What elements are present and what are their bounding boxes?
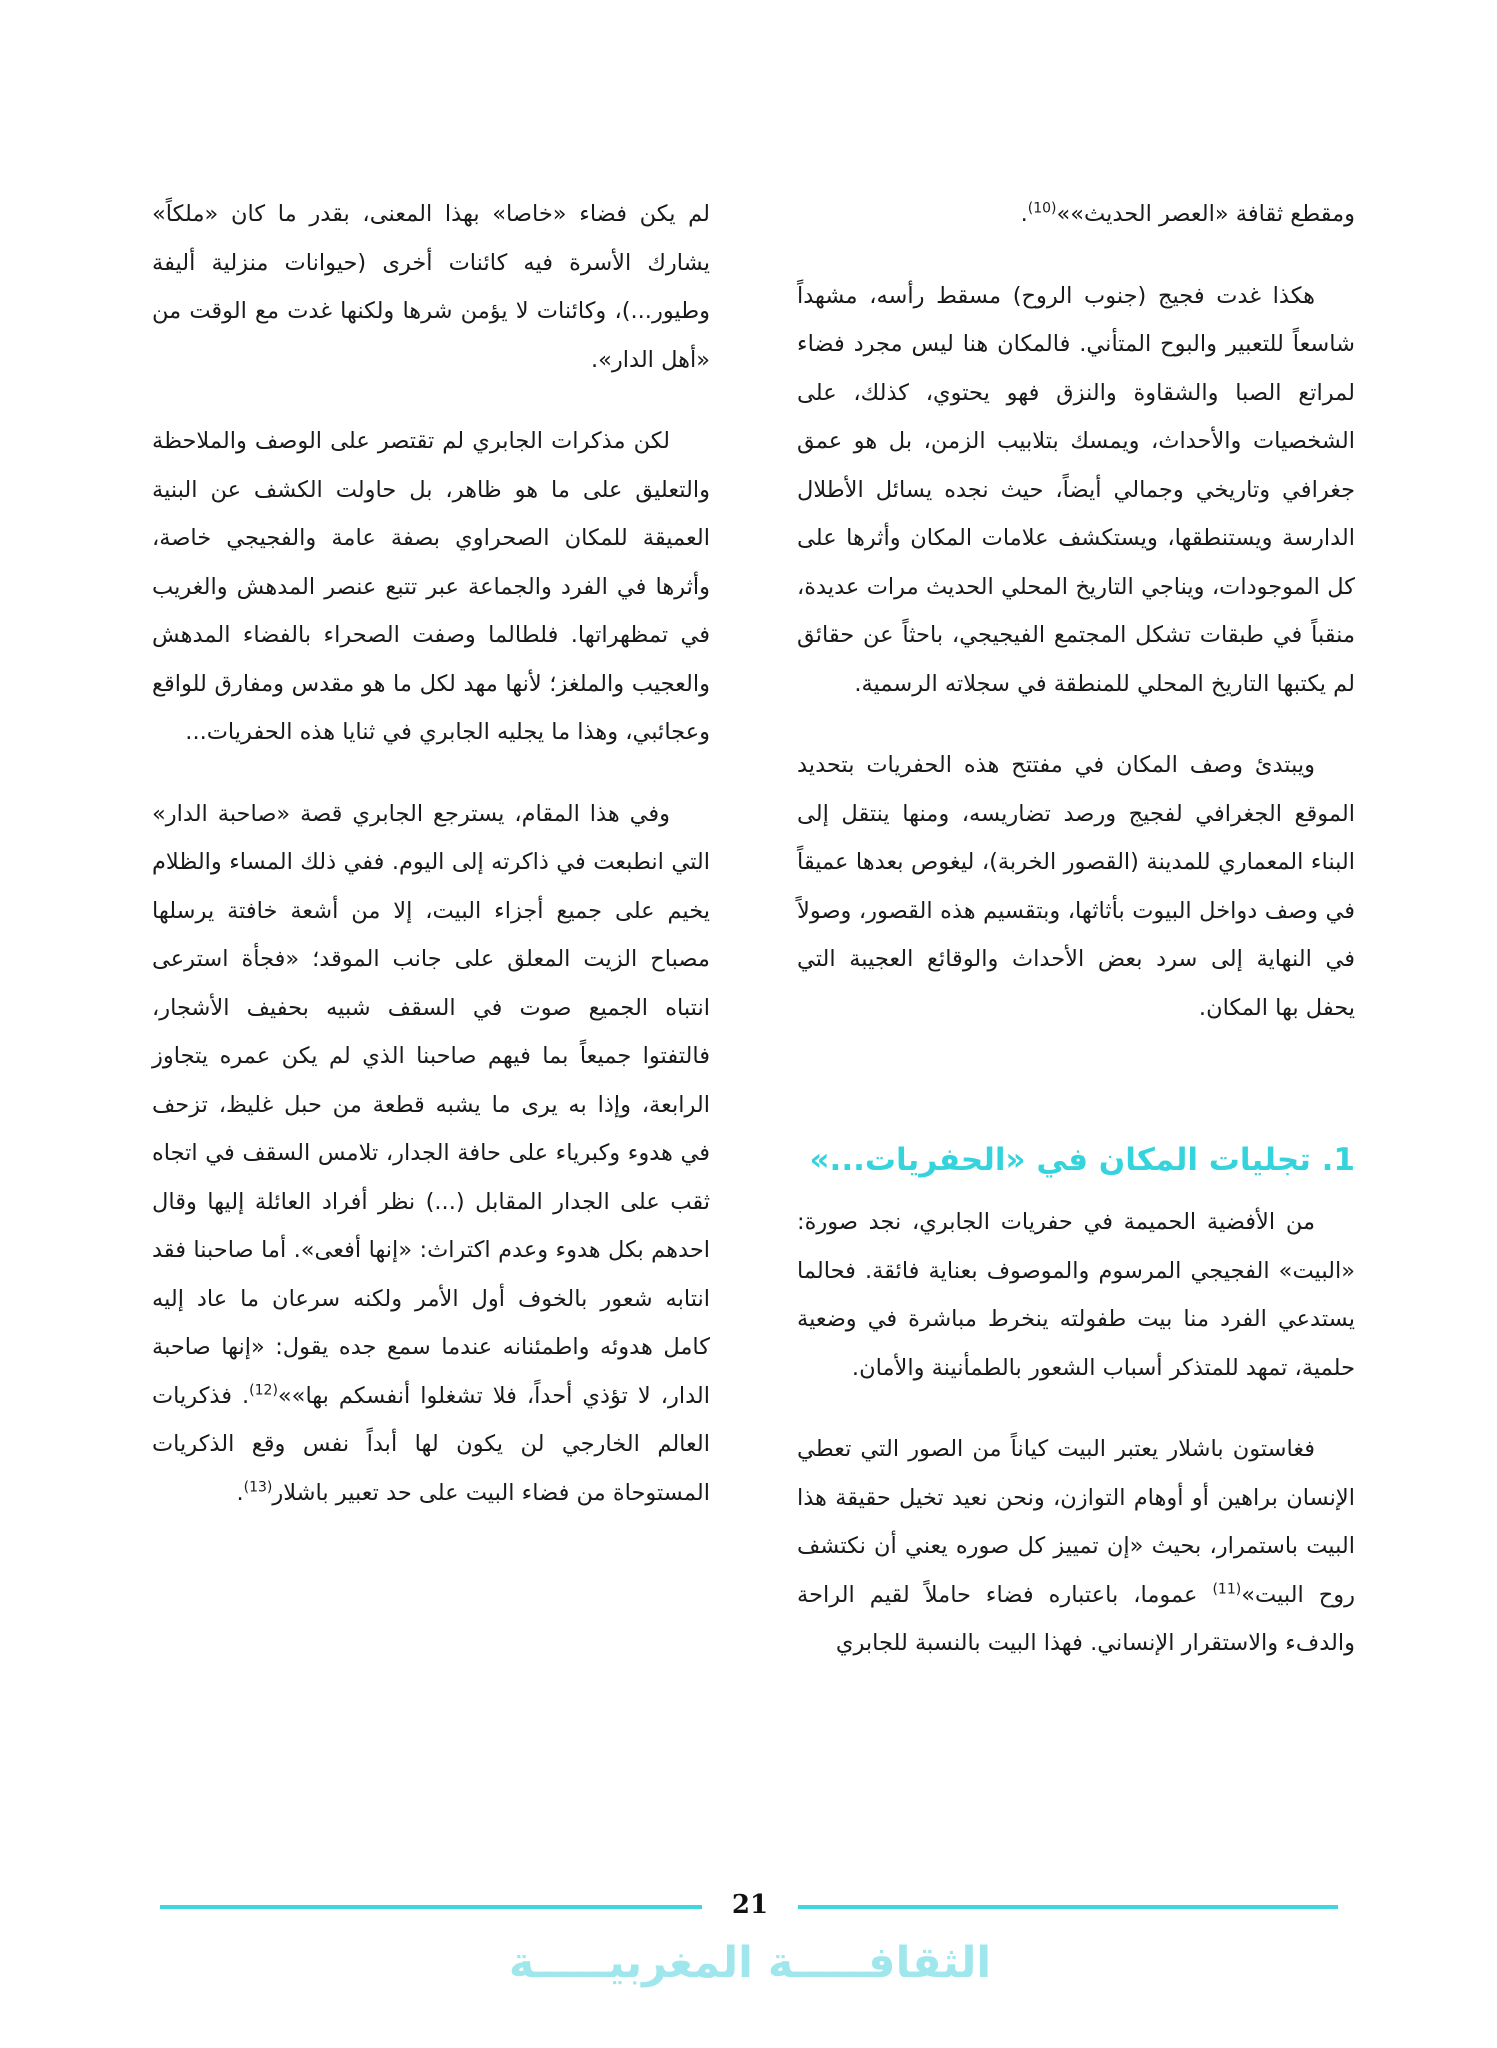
paragraph-text: ومقطع ثقافة «العصر الحديث»»	[1056, 201, 1355, 227]
paragraph	[797, 1425, 1355, 1668]
magazine-title: الثقافـــــة المغربيـــــة	[508, 1938, 992, 1988]
paragraph: من الأفضية الحميمة في حفريات الجابري، نجد صورة: «البيت» الفجيجي المرسوم والموصوف بعناية فائقة. فحالما يستدعي الفرد منا بيت طفولته ينخرط مباشرة في وضعية حلمية، تمهد للمتذكر أسباب الشعور بالطمأنينة والأمان.	[797, 1209, 1355, 1381]
paragraph-text: وفي هذا المقام، يسترجع الجابري قصة «صاحبة الدار» التي انطبعت في ذاكرته إلى اليوم. ففي ذلك المساء والظلام يخيم على جميع أجزاء البيت، إلا من أشعة خافتة يرسلها مصباح الزيت المعلق على جانب الموقد؛ «فجأة استرعى انتباه الجميع صوت في السقف شبيه بحفيف الأشجار، فالتفتوا جميعاً بما فيهم صاحبنا الذي لم يكن عمره يتجاوز الرابعة، وإذا به يرى ما يشبه قطعة من حبل غليظ، تزحف في هدوء وكبرياء على حافة الجدار، تلامس السقف في اتجاه ثقب على الجدار المقابل (...) نظر أفراد العائلة إليها وقال احدهم بكل هدوء وعدم اكتراث: «إنها أفعى». أما صاحبنا فقد انتابه شعور بالخوف أول الأمر ولكنه سرعان ما عاد إليه كامل هدوئه واطمئنانه عندما سمع جده يقول: «إنها صاحبة الدار، لا تؤذي أحداً، فلا تشغلوا أنفسكم بها»»	[152, 800, 711, 1409]
paragraph	[152, 790, 710, 1518]
footnote-ref: (13)	[243, 1479, 273, 1495]
paragraph-text: فغاستون باشلار يعتبر البيت كياناً من الصور التي تعطي الإنسان براهين أو أوهام التوازن، ونحن نعيد تخيل حقيقة هذا البيت باستمرار، بحيث «إن تمييز كل صوره يعني أن نكتشف روح البيت»	[797, 1436, 1356, 1608]
right-column	[797, 190, 1355, 1668]
section-heading: 1. تجليات المكان في «الحفريات...»	[809, 1142, 1355, 1178]
paragraph: لكن مذكرات الجابري لم تقتصر على الوصف والملاحظة والتعليق على ما هو ظاهر، بل حاولت الكشف عن البنية العميقة للمكان الصحراوي بصفة عامة والفجيجي خاصة، وأثرها في الفرد والجماعة عبر تتبع عنصر المدهش والغريب في تمظهراتها. فلطالما وصفت الصحراء بالفضاء المدهش والعجيب والملغز؛ لأنها مهد لكل ما هو مقدس ومفارق للواقع وعجائبي، وهذا ما يجليه الجابري في ثنايا هذه الحفريات...	[152, 428, 710, 745]
footer-rule-right	[798, 1905, 1338, 1909]
left-column	[152, 190, 710, 1517]
page-number: 21	[731, 1890, 769, 1920]
footnote-ref: (10)	[1027, 200, 1057, 217]
paragraph-text: . فذكريات العالم الخارجي لن يكون لها أبداً نفس وقع الذكريات المستوحاة من فضاء البيت على حد تعبير باشلار	[152, 1382, 710, 1506]
paragraph-text: .	[1020, 201, 1028, 227]
paragraph-text: عموما، باعتباره فضاء حاملاً لقيم الراحة والدفء والاستقرار الإنساني. فهذا البيت بالنسبة للجابري	[797, 1581, 1355, 1656]
paragraph	[797, 190, 1355, 239]
paragraph-text: .	[236, 1479, 244, 1506]
footnote-ref: (11)	[1212, 1581, 1242, 1597]
paragraph: هكذا غدت فجيج (جنوب الروح) مسقط رأسه، مشهداً شاسعاً للتعبير والبوح المتأني. فالمكان هنا ليس مجرد فضاء لمراتع الصبا والشقاوة والنزق فهو يحتوي، كذلك، على الشخصيات والأحداث، ويمسك بتلابيب الزمن، بل هو عمق جغرافي وتاريخي وجمالي أيضاً، حيث نجده يسائل الأطلال الدارسة ويستنطقها، ويستكشف علامات المكان وأثرها على كل الموجودات، ويناجي التاريخ المحلي الحديث مرات عديدة، منقباً في طبقات تشكل المجتمع الفيجيجي، باحثاً عن حقائق لم يكتبها التاريخ المحلي للمنطقة في سجلاته الرسمية.	[797, 282, 1355, 697]
paragraph: ويبتدئ وصف المكان في مفتتح هذه الحفريات بتحديد الموقع الجغرافي لفجيج ورصد تضاريسه، ومنها ينتقل إلى البناء المعماري للمدينة (القصور الخربة)، ليغوص بعدها عميقاً في وصف دواخل البيوت بأثاثها، وبتقسيم هذه القصور، وصولاً في النهاية إلى سرد بعض الأحداث والوقائع العجيبة التي يحفل بها المكان.	[797, 752, 1355, 1021]
footer-rule-left	[160, 1905, 702, 1909]
footnote-ref: (12)	[249, 1382, 278, 1398]
paragraph: لم يكن فضاء «خاصا» بهذا المعنى، بقدر ما كان «ملكاً» يشارك الأسرة فيه كائنات أخرى (حيوانات منزلية أليفة وطيور...)، وكائنات لا يؤمن شرها ولكنها غدت مع الوقت من «أهل الدار».	[152, 201, 710, 373]
